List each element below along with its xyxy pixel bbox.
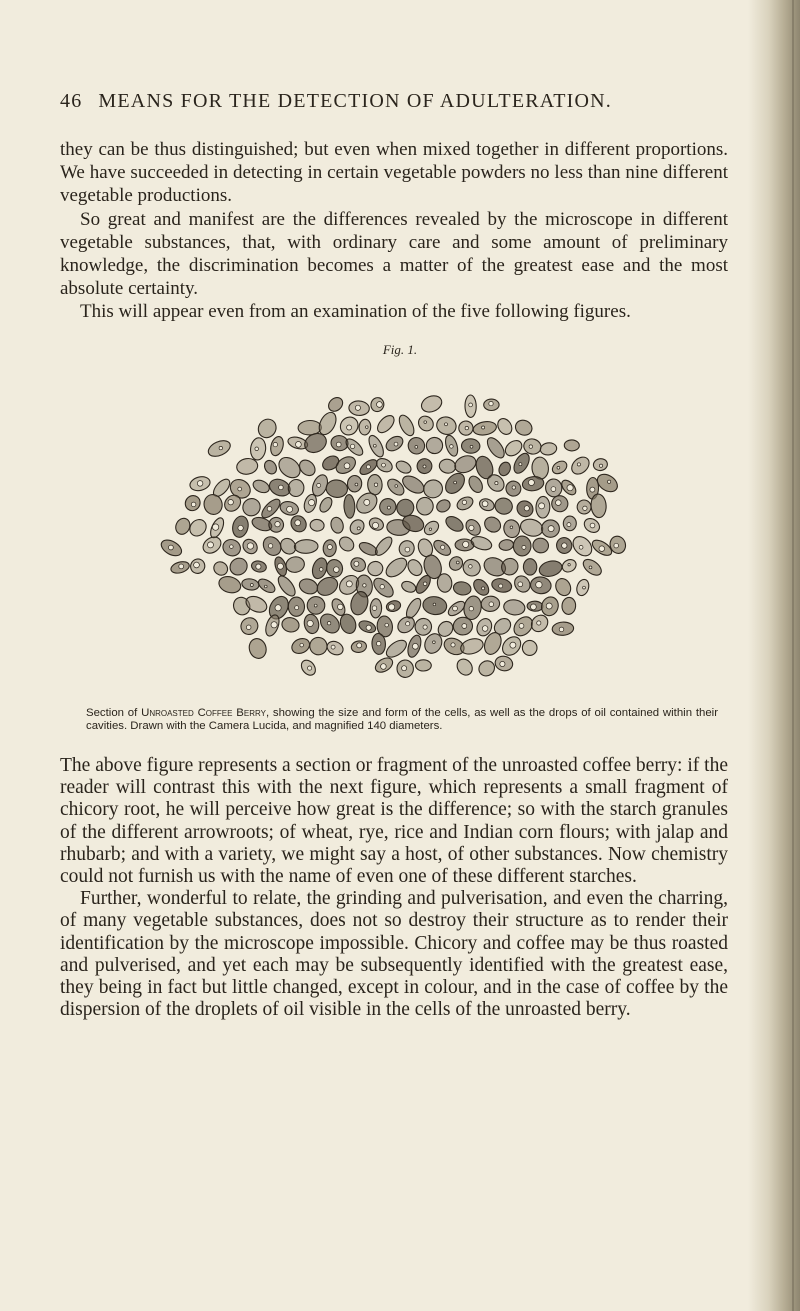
oil-droplet (456, 561, 459, 564)
cell-outline (503, 598, 526, 616)
oil-droplet (433, 603, 436, 606)
oil-droplet (327, 545, 332, 550)
oil-droplet (559, 627, 564, 632)
oil-droplet (275, 522, 280, 527)
oil-droplet (366, 625, 371, 630)
cell-outline (531, 537, 550, 555)
oil-droplet (271, 622, 277, 628)
oil-droplet (308, 666, 312, 670)
oil-droplet (423, 465, 426, 468)
oil-droplet (309, 500, 315, 506)
paragraph-text: This will appear even from an examination of the five following figures. (80, 301, 631, 323)
oil-droplet (265, 585, 268, 588)
oil-droplet (197, 481, 203, 487)
oil-droplet (247, 543, 253, 549)
oil-droplet (469, 565, 473, 569)
oil-droplet (377, 641, 381, 645)
oil-droplet (599, 546, 605, 552)
oil-droplet (529, 445, 532, 448)
oil-droplet (469, 403, 473, 407)
oil-droplet (482, 626, 488, 632)
oil-droplet (355, 483, 358, 486)
oil-droplet (357, 527, 360, 530)
oil-droplet (372, 606, 377, 611)
cell-outline (513, 418, 534, 438)
oil-droplet (406, 622, 410, 626)
oil-droplet (462, 624, 467, 629)
oil-droplet (382, 463, 386, 467)
oil-droplet (194, 562, 200, 568)
cell-outline (423, 434, 446, 457)
oil-droplet (415, 446, 418, 449)
paragraph-body (60, 755, 728, 1021)
oil-droplet (577, 463, 580, 466)
oil-droplet (482, 501, 488, 507)
cell-outline (396, 413, 417, 438)
oil-droplet (357, 643, 362, 648)
oil-droplet (546, 603, 552, 609)
cell-outline (373, 534, 395, 558)
oil-droplet (463, 541, 469, 547)
cell-outline (394, 459, 413, 476)
oil-droplet (589, 566, 592, 569)
cell-outline (436, 573, 452, 593)
oil-droplet (372, 522, 378, 528)
oil-droplet (267, 507, 272, 512)
oil-droplet (338, 604, 344, 610)
oil-droplet (387, 506, 390, 509)
oil-droplet (363, 584, 366, 587)
caption-rest: , showing the size and form of the cells, as well as the drops of oil contained within their cavities. Drawn with the Camera Lucida, and magnified 140 diameters. (86, 707, 718, 732)
cell-outline (415, 660, 431, 671)
oil-droplet (590, 487, 595, 492)
oil-droplet (275, 605, 281, 611)
cell-outline (227, 555, 251, 579)
oil-droplet (441, 545, 445, 549)
oil-droplet (551, 487, 556, 492)
cell-outline (422, 519, 441, 538)
oil-droplet (314, 604, 317, 607)
oil-droplet (331, 645, 335, 649)
oil-droplet (528, 480, 534, 486)
cell-outline (383, 637, 409, 661)
cell-outline (497, 460, 513, 477)
cell-cluster (160, 393, 628, 679)
oil-droplet (469, 525, 474, 530)
cell-outline (452, 580, 472, 596)
cell-outline (471, 577, 492, 599)
oil-droplet (489, 602, 494, 607)
running-header (60, 90, 720, 113)
oil-droplet (510, 526, 513, 529)
oil-droplet (377, 402, 383, 408)
cell-outline (484, 435, 507, 461)
oil-droplet (250, 584, 253, 587)
caption-lead: Section of (86, 707, 138, 719)
cell-outline (309, 519, 324, 532)
cell-outline (186, 516, 209, 539)
cell-outline (443, 514, 466, 535)
oil-droplet (287, 506, 293, 512)
cell-outline (405, 557, 425, 578)
cell-outline (495, 416, 515, 437)
oil-droplet (346, 581, 352, 587)
paragraph-text: So great and manifest are the differences revealed by the microscope in different vegetable substances, that, with ordinary care and some amount of preliminary knowledge, the discrimination becomes a matter of the greatest ease and the most absolute certainty. (60, 208, 728, 300)
oil-droplet (347, 425, 352, 430)
oil-droplet (583, 506, 587, 510)
oil-droplet (445, 423, 448, 426)
cell-outline (590, 494, 607, 519)
oil-droplet (295, 606, 299, 610)
cell-outline (539, 442, 557, 456)
oil-droplet (169, 545, 174, 550)
page-edge-line (792, 0, 794, 1311)
caption-subject: Unroasted Coffee Berry (141, 707, 266, 719)
oil-droplet (599, 464, 602, 467)
oil-droplet (583, 586, 586, 589)
cell-outline (358, 419, 371, 436)
paragraph-text: they can be thus distinguished; but even when mixed together in different proportions. We have succeeded in detecting in certain vegetable powders no less than nine different vegetable productions. (60, 139, 728, 207)
cell-outline (337, 534, 357, 554)
oil-droplet (536, 582, 542, 588)
oil-droplet (433, 641, 436, 644)
cell-outline (285, 555, 306, 573)
oil-droplet (423, 625, 427, 629)
oil-droplet (295, 520, 301, 526)
cell-outline (217, 574, 243, 595)
cell-outline (343, 494, 355, 518)
oil-droplet (355, 405, 360, 410)
oil-droplet (423, 582, 427, 586)
cell-outline (326, 395, 346, 414)
cell-outline (580, 556, 604, 578)
oil-droplet (567, 485, 573, 491)
cell-outline (498, 539, 514, 552)
oil-droplet (296, 442, 302, 448)
oil-droplet (366, 426, 369, 429)
oil-droplet (548, 526, 554, 532)
oil-droplet (450, 445, 454, 449)
cell-outline (434, 497, 452, 514)
cell-outline (366, 560, 384, 577)
oil-droplet (590, 523, 595, 528)
page-number: 46 (60, 90, 83, 112)
oil-droplet (405, 547, 410, 552)
oil-droplet (268, 544, 272, 548)
cell-outline (297, 576, 320, 596)
oil-droplet (380, 585, 384, 589)
cell-outline (553, 576, 573, 598)
cell-outline (296, 457, 318, 479)
oil-droplet (336, 442, 341, 447)
oil-droplet (412, 643, 418, 649)
cell-outline (173, 516, 192, 537)
oil-droplet (537, 621, 541, 625)
cell-outline (523, 559, 536, 575)
cell-outline (476, 658, 497, 679)
cell-outline (518, 517, 544, 539)
oil-droplet (557, 466, 560, 469)
oil-droplet (512, 486, 515, 489)
oil-droplet (317, 483, 321, 487)
paragraph-intro (60, 138, 728, 324)
cell-outline (472, 420, 497, 437)
oil-droplet (510, 642, 516, 648)
cell-outline (454, 656, 475, 678)
oil-droplet (469, 607, 473, 611)
cell-outline (202, 493, 224, 517)
oil-droplet (246, 625, 251, 630)
cell-outline (538, 559, 564, 579)
oil-droplet (522, 545, 526, 549)
cell-outline (317, 495, 334, 514)
oil-droplet (519, 624, 524, 629)
oil-droplet (334, 567, 340, 573)
oil-droplet (256, 564, 261, 569)
cell-outline (374, 413, 397, 436)
oil-droplet (228, 500, 233, 505)
running-title: MEANS FOR THE DETECTION OF ADULTERATION. (98, 90, 612, 112)
cell-outline (447, 554, 465, 573)
paragraph-text: The above figure represents a section or fragment of the unroasted coffee berry: if the reader will contrast this with the next figure, which represents a small fragment of chicory root, he will perceive how great is the difference; so with the starch granules of the different arrowroots; of wheat, rye, rice and Indian corn flours; with jalap and rhubarb; and with a variety, we might say a host, of other substances. Now chemistry could not furnish us with the name of even one of these different starches. (60, 755, 728, 888)
oil-droplet (350, 444, 354, 448)
cell-outline (211, 559, 230, 578)
oil-droplet (219, 446, 222, 449)
oil-droplet (277, 563, 283, 569)
oil-droplet (212, 524, 218, 530)
oil-droplet (451, 643, 455, 647)
oil-droplet (279, 485, 284, 490)
cell-outline (482, 514, 504, 535)
oil-droplet (539, 503, 545, 509)
oil-droplet (470, 445, 473, 448)
oil-droplet (238, 525, 243, 530)
cell-outline (417, 497, 434, 515)
oil-droplet (389, 604, 395, 610)
oil-droplet (453, 606, 458, 611)
cell-outline (493, 496, 514, 516)
cell-outline (294, 539, 318, 553)
cell-outline (287, 479, 305, 498)
oil-droplet (519, 463, 522, 466)
oil-droplet (531, 604, 537, 610)
oil-droplet (568, 564, 570, 566)
oil-droplet (230, 545, 234, 549)
cell-outline (459, 636, 485, 656)
oil-droplet (381, 664, 387, 670)
oil-droplet (373, 444, 376, 447)
oil-droplet (465, 426, 468, 429)
oil-droplet (454, 481, 457, 484)
cell-outline (325, 479, 348, 499)
cell-outline (281, 616, 301, 633)
cell-outline (452, 453, 478, 476)
oil-droplet (524, 506, 529, 511)
cell-outline (561, 597, 576, 615)
oil-droplet (429, 528, 431, 530)
cell-outline (419, 393, 444, 415)
oil-droplet (208, 542, 214, 548)
oil-droplet (238, 487, 242, 491)
oil-droplet (255, 447, 259, 451)
oil-droplet (614, 543, 619, 548)
cell-outline (522, 640, 537, 655)
oil-droplet (608, 480, 611, 483)
cell-outline (347, 517, 367, 537)
oil-droplet (567, 523, 571, 527)
oil-droplet (364, 499, 370, 505)
oil-droplet (179, 564, 184, 569)
cell-outline (564, 440, 579, 452)
coffee-berry-illustration (160, 368, 640, 688)
cell-outline (469, 534, 493, 552)
figure-caption (86, 707, 718, 733)
oil-droplet (562, 543, 567, 548)
oil-droplet (556, 500, 562, 506)
oil-droplet (374, 483, 377, 486)
oil-droplet (518, 582, 523, 587)
cell-outline (275, 573, 298, 599)
oil-droplet (366, 465, 370, 469)
oil-droplet (273, 442, 277, 446)
cell-outline (422, 478, 445, 500)
oil-droplet (300, 643, 304, 647)
cell-outline (307, 635, 329, 658)
cell-outline (247, 637, 269, 661)
cell-outline (383, 555, 410, 581)
cell-outline (438, 458, 457, 475)
cell-outline (251, 478, 271, 495)
cell-outline (262, 458, 279, 476)
oil-droplet (402, 666, 407, 671)
oil-droplet (499, 584, 503, 588)
cell-outline (347, 475, 362, 492)
oil-droplet (307, 620, 313, 626)
oil-droplet (495, 482, 498, 485)
oil-droplet (489, 401, 493, 405)
oil-droplet (319, 568, 323, 572)
oil-droplet (394, 442, 398, 446)
oil-droplet (579, 545, 583, 549)
cell-outline (400, 579, 417, 594)
oil-droplet (327, 622, 330, 625)
oil-droplet (385, 623, 389, 627)
oil-droplet (395, 485, 398, 488)
figure-label: Fig. 1. (382, 342, 418, 357)
cell-outline (329, 516, 345, 535)
paragraph-text: Further, wonderful to relate, the grinding and pulverisation, and even the charring, of many vegetable substances, does not so destroy their structure as to render their identification by the microscope impossible. Chicory and coffee may be thus roasted and pulverised, and yet each may be subsequently identified with the greatest ease, they being in fact but little changed, except in colour, and in the case of coffee by the dispersion of the droplets of oil visible in the cells of the unroasted berry. (60, 888, 728, 1021)
oil-droplet (500, 661, 505, 666)
oil-droplet (482, 426, 485, 429)
oil-droplet (191, 502, 196, 507)
oil-droplet (482, 587, 485, 590)
oil-droplet (462, 500, 466, 504)
oil-droplet (424, 421, 427, 424)
oil-droplet (344, 463, 350, 469)
oil-droplet (354, 561, 359, 566)
